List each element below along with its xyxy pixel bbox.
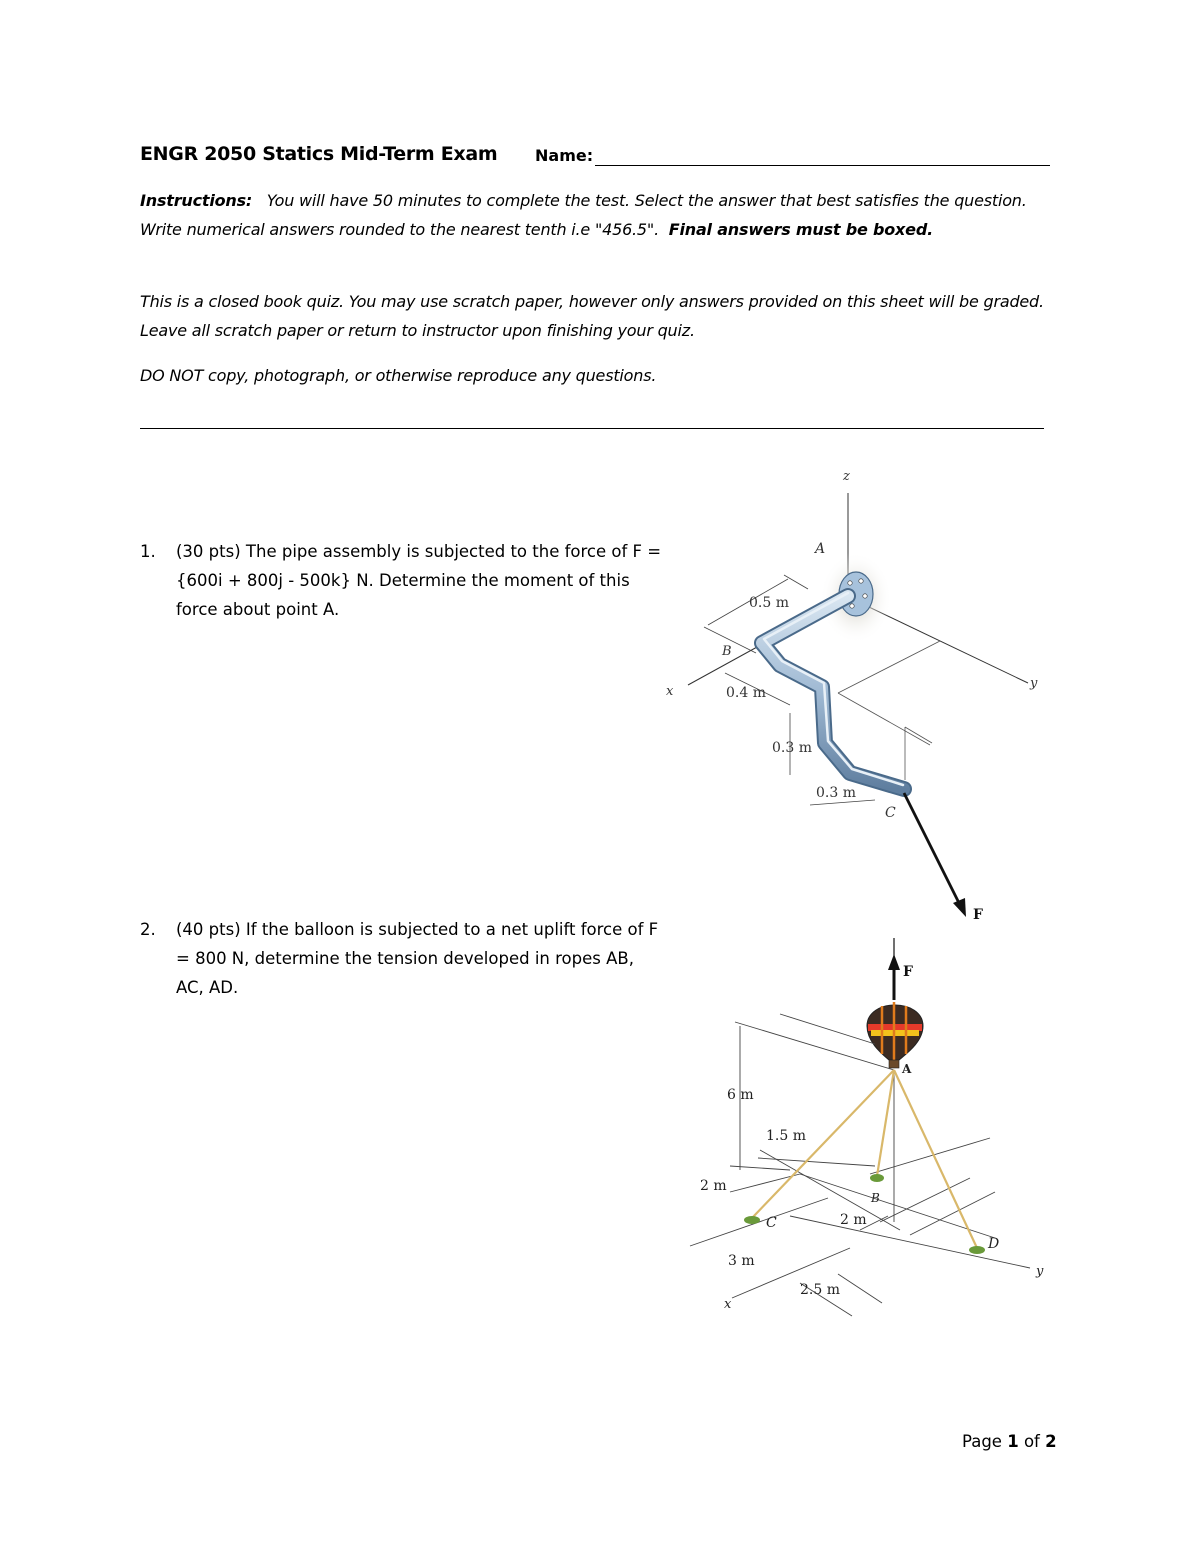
divider xyxy=(140,428,1044,429)
balloon xyxy=(867,1002,923,1068)
question-1-body xyxy=(176,538,666,624)
fig2-label-D: D xyxy=(988,1236,1000,1252)
instructions-paragraph xyxy=(140,187,1045,244)
balloon-figure xyxy=(670,930,1060,1330)
instructions-text: You will have 50 minutes to complete the test. Select the answer that best satisfies the question. Write numerical answers rounded to the nearest tenth i.e "456.5". xyxy=(140,191,1027,239)
rope-AD xyxy=(894,1070,977,1248)
uplift-force-arrowhead xyxy=(888,954,900,970)
fig2-dim-6m: 6 m xyxy=(727,1087,754,1103)
closed-book-paragraph: This is a closed book quiz. You may use scratch paper, however only answers provided on this sheet will be graded. Leave all scratch paper or return to instructor upon finishing your quiz. xyxy=(140,292,1044,340)
pipe-assembly-figure xyxy=(660,455,1060,930)
question-2-points: (40 pts) xyxy=(176,920,241,939)
question-2-text: If the balloon is subjected to a net uplift force of F = 800 N, determine the tension developed in ropes AB, AC, AD. xyxy=(176,920,659,997)
name-field-line[interactable] xyxy=(595,165,1050,166)
footer-page-total: 2 xyxy=(1045,1432,1057,1451)
fig2-dim-2m-middle: 2 m xyxy=(840,1212,867,1228)
fig2-label-F: F xyxy=(903,964,913,980)
fig2-dim-1-5m: 1.5 m xyxy=(766,1128,806,1144)
fig1-label-A: A xyxy=(815,541,826,557)
fig1-label-B: B xyxy=(722,644,732,659)
fig2-dim-2m-left: 2 m xyxy=(700,1178,727,1194)
geometry-lines xyxy=(690,1014,1030,1316)
fig1-label-y: y xyxy=(1030,676,1038,691)
force-arrowhead xyxy=(953,898,966,917)
fig2-dim-2-5m: 2.5 m xyxy=(800,1282,840,1298)
footer-of-label: of xyxy=(1023,1432,1040,1451)
question-1-points: (30 pts) xyxy=(176,542,241,561)
instructions-emphasis: Final answers must be boxed. xyxy=(668,219,933,239)
question-2-number: 2. xyxy=(140,920,156,939)
fig2-label-x: x xyxy=(724,1297,732,1312)
page-footer xyxy=(962,1432,1057,1451)
anchor-B xyxy=(870,1174,884,1182)
force-arrow xyxy=(904,793,960,905)
question-1-text: The pipe assembly is subjected to the force of F = {600i + 800j - 500k} N. Determine the moment of this force about point A. xyxy=(176,542,662,619)
footer-page-label: Page xyxy=(962,1432,1002,1451)
fig2-label-y: y xyxy=(1036,1264,1044,1279)
fig2-label-C: C xyxy=(766,1215,777,1231)
exam-title: ENGR 2050 Statics Mid-Term Exam xyxy=(140,143,498,165)
fig1-label-C: C xyxy=(885,805,896,821)
fig1-dim-0-4: 0.4 m xyxy=(726,685,766,701)
footer-page-number: 1 xyxy=(1007,1432,1019,1451)
instructions-label: Instructions: xyxy=(140,191,253,210)
exam-header xyxy=(140,143,1050,173)
fig1-label-F: F xyxy=(973,907,983,923)
anchor-D xyxy=(969,1246,985,1254)
fig2-label-B: B xyxy=(871,1191,880,1205)
anchor-C xyxy=(744,1216,760,1224)
fig1-dim-0-3-vertical: 0.3 m xyxy=(772,740,812,756)
question-1-number: 1. xyxy=(140,542,156,561)
no-copy-paragraph: DO NOT copy, photograph, or otherwise reproduce any questions. xyxy=(140,366,657,385)
fig1-label-z: z xyxy=(843,469,850,484)
fig2-label-A: A xyxy=(902,1062,912,1076)
fig1-label-x: x xyxy=(666,684,674,699)
fig1-dim-0-3-horizontal: 0.3 m xyxy=(816,785,856,801)
question-2-body xyxy=(176,916,666,1002)
fig1-dim-0-5: 0.5 m xyxy=(749,595,789,611)
fig2-dim-3m: 3 m xyxy=(728,1253,755,1269)
name-label: Name: xyxy=(535,146,594,165)
